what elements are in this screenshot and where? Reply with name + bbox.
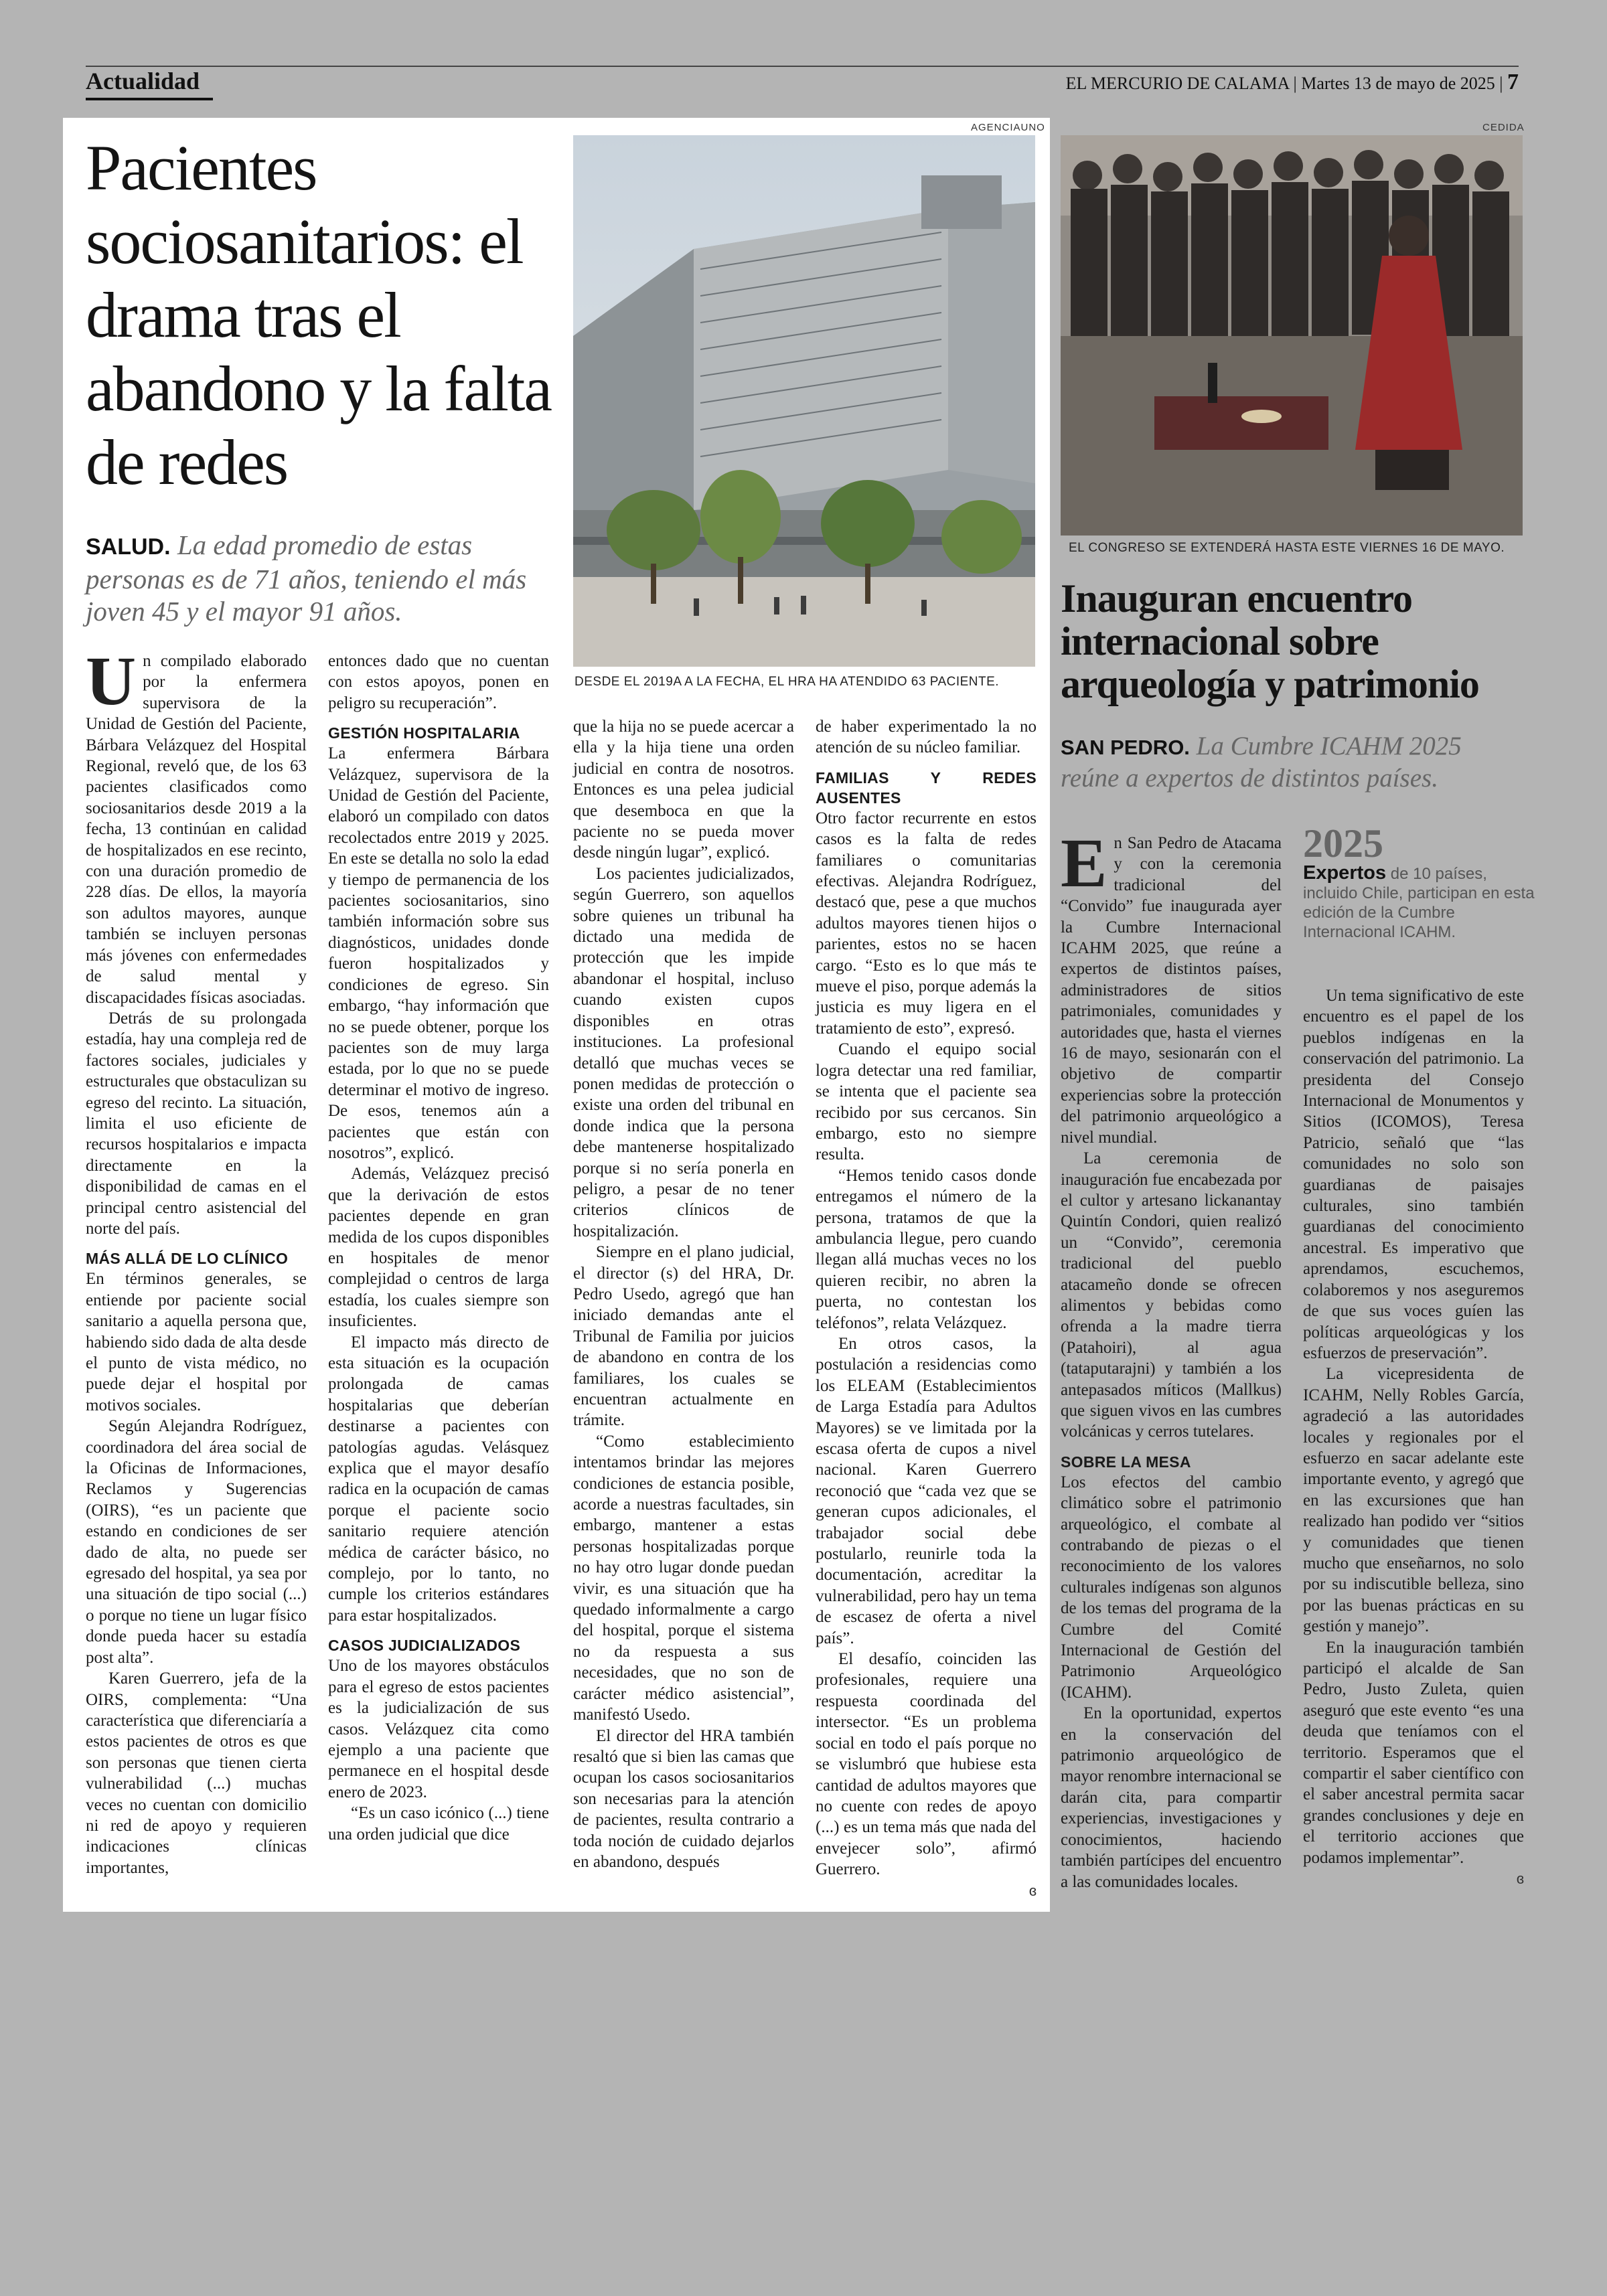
ceremony-photo [1061, 135, 1523, 536]
paragraph: que la hija no se puede acercar a ella y la hija tiene una orden judicial en contra de nosotros. Entonces es una pelea judicial que desemboca en que la paciente no se pueda mover desde ningún lugar”, explicó. [573, 718, 794, 862]
paragraph: Uno de los mayores obstáculos para el egreso de estos pacientes es la judicialización de sus casos. Velázquez cita como ejemplo a una paciente que permanece en el hospital desde enero de 2023. [328, 1657, 549, 1801]
paragraph: n San Pedro de Atacama y con la ceremonia tradicional del “Convido” fue inaugurada ayer la Cumbre Internacional ICAHM 2025, que reúne a expertos de distintos países, administradores de sitios patrimoniales, comunidades y autoridades que, hasta el viernes 16 de mayo, sesionarán con el objetivo de compartir experiencias sobre la protección del patrimonio arqueológico a nivel mundial. [1061, 834, 1282, 1147]
main-kicker-text: La edad promedio de estas personas es de 71 años, teniendo el más joven 45 y el mayor 91 años. [86, 529, 527, 627]
paragraph: “Como establecimiento intentamos brindar las mejores condiciones de estancia posible, acorde a nuestras facultades, sin embargo, mantener a estas personas hospitalizadas porque no hay otro lugar donde puedan vivir, es una situación que ha quedado informalmente a cargo del hospital, porque el sistema no da respuesta a sus necesidades, que no son de carácter médico asistencial”, manifestó Usedo. [573, 1432, 794, 1724]
paragraph: Según Alejandra Rodríguez, coordinadora del área social de la Oficinas de Informaciones, Reclamos y Sugerencias (OIRS), “es un paciente que estando en condiciones de ser dado de alta, no puede ser egresado del hospital, ya sea por una situación de tipo social (...) o porque no tiene un lugar físico donde pueda hacer su estadía post alta”. [86, 1417, 307, 1667]
end-mark-icon: ɞ [1516, 1870, 1524, 1888]
main-kicker [86, 529, 575, 627]
fact-text [1303, 864, 1544, 942]
main-column-2 [328, 651, 549, 1845]
side-kicker [1061, 731, 1489, 794]
side-photo-credit: CEDIDA [1482, 122, 1525, 133]
paragraph: “Es un caso icónico (...) tiene una orden judicial que dice [328, 1804, 549, 1843]
subhead: CASOS JUDICIALIZADOS [328, 1637, 521, 1655]
subhead: SOBRE LA MESA [1061, 1453, 1191, 1471]
main-photo-credit: AGENCIAUNO [971, 122, 1045, 133]
paragraph: La enfermera Bárbara Velázquez, supervisora de la Unidad de Gestión del Paciente, elaboró un compilado con datos recolectados entre 2019 y 2025. En este se detalla no solo la edad y tiempo de permanencia de los pacientes sociosanitarios, sino también información sobre sus diagnósticos, unidades donde fueron hospitalizados y condiciones de egreso. Sin embargo, “hay información que no se puede obtener, porque los pacientes son de muy larga estada, por lo que no se puede determinar el motivo de ingreso. De esos, tenemos aún a pacientes que están con nosotros”, explicó. [328, 744, 549, 1162]
side-kicker-label: SAN PEDRO. [1061, 736, 1190, 759]
paragraph: El impacto más directo de esta situación es la ocupación prolongada de camas hospitalarias que deberían destinarse a pacientes con patologías agudas. Velásquez explica que el mayor desafío radica en la ocupación de camas porque el paciente socio sanitario requiere atención médica de carácter básico, no complejo, por lo tanto, no cumple los criterios estándares para estar hospitalizados. [328, 1333, 549, 1625]
paragraph: entonces dado que no cuentan con estos apoyos, ponen en peligro su recuperación”. [328, 652, 549, 712]
paragraph: La ceremonia de inauguración fue encabezada por el cultor y artesano lickanantay Quintín Condori, quien realizó un “Convido”, ceremonia tradicional del pueblo atacameño donde se ofrecen alimentos y bebidas como ofrenda a la madre tierra (Patahoiri), al agua (tataputarajni) y también a los antepasados míticos (Mallkus) que siguen vivos en las cumbres volcánicas y cerros tutelares. [1061, 1149, 1282, 1441]
header-rule [86, 66, 1519, 67]
paragraph: Un tema significativo de este encuentro es el papel de los pueblos indígenas en la conservación del patrimonio. La presidenta del Consejo Internacional de Monumentos y Sitios (ICOMOS), Teresa Patricio, señaló que “las comunidades no solo son guardianas de paisajes culturales, sino también guardianas del conocimiento ancestral. Es imperativo que aprendamos, escuchemos, colaboremos y nos aseguremos de que sus voces guíen las políticas arqueológicas y los esfuerzos de preservación”. [1303, 987, 1524, 1362]
subhead: FAMILIAS Y REDES AUSENTES [816, 768, 1037, 807]
fact-bold: Expertos [1303, 862, 1387, 884]
paragraph: “Hemos tenido casos donde entregamos el número de la persona, tratamos de que la ambulancia llegue, pero cuando llegan allá muchas veces no los quieren recibir, no abren la puerta, no contestan los teléfonos”, relata Velázquez. [816, 1166, 1037, 1332]
side-photo-caption: EL CONGRESO SE EXTENDERÁ HASTA ESTE VIERNES 16 DE MAYO. [1069, 541, 1505, 555]
issue-date: Martes 13 de mayo de 2025 [1301, 74, 1495, 93]
page-folio [1066, 70, 1519, 95]
fact-number: 2025 [1303, 821, 1383, 866]
main-headline: Pacientes sociosanitarios: el drama tras el abandono y la falta de redes [86, 132, 552, 498]
paragraph: Los efectos del cambio climático sobre el patrimonio arqueológico, el combate al contrabando de piezas o el reconocimiento de los valores culturales indígenas son algunos de los temas del programa de la Cumbre del Comité Internacional de Gestión del Patrimonio Arqueológico (ICAHM). [1061, 1473, 1282, 1702]
paragraph: El director del HRA también resaltó que si bien las camas que ocupan los casos sociosanitarios son necesarias para la atención de pacientes, resulta contrario a toda noción de cuidado dejarlos en abandono, después [573, 1726, 794, 1871]
ceremony-group-image [1061, 135, 1523, 536]
section-underline [86, 98, 213, 100]
hospital-photo [573, 135, 1035, 667]
paragraph: El desafío, coinciden las profesionales, requiere una respuesta coordinada del intersector. “Es un problema social en todo el país porque no se vislumbró que hubiese esta cantidad de adultos mayores que no cuente con redes de apoyo (...) es un tema más que nada del envejecer solo”, afirmó Guerrero. [816, 1650, 1037, 1879]
folio-separator: | [1499, 74, 1507, 93]
paragraph: Detrás de su prolongada estadía, hay una compleja red de factores sociales, judiciales y estructurales que obstaculizan su egreso del recinto. La situación, limita el uso eficiente de recursos hospitalarios e impacta directamente en la disponibilidad de camas en el principal centro asistencial del norte del país. [86, 1009, 307, 1238]
paragraph: Otro factor recurrente en estos casos es la falta de redes familiares o comunitarias efectivas. Alejandra Rodríguez, destacó que, pese a que muchos adultos mayores tienen hijos o parientes, estos no se hacen cargo. “Esto es lo que más te mueve el piso, porque además la justicia es muy ligera en el tratamiento de esto”, expresó. [816, 809, 1037, 1038]
paragraph: Siempre en el plano judicial, el director (s) del HRA, Dr. Pedro Usedo, agregó que han iniciado demandas ante el Tribunal de Familia por juicios de abandono en contra de los familiares, los cuales se encuentran actualmente en trámite. [573, 1243, 794, 1430]
paragraph: En otros casos, la postulación a residencias como los ELEAM (Establecimientos de Larga Estadía para Adultos Mayores) se ve limitada por la escasa oferta de cupos a nivel nacional. Karen Guerrero reconoció que “cada vez que se generan cupos adicionales, el trabajador social debe postularlo, reunirle toda la documentación, acreditar la vulnerabilidad, pero hay un tema de escasez de oferta a nivel país”. [816, 1334, 1037, 1647]
paragraph: Además, Velázquez precisó que la derivación de estos pacientes depende en gran medida de los cupos disponibles en hospitales de menor complejidad o centros de larga estadía, los cuales siempre son insuficientes. [328, 1165, 549, 1331]
end-mark-row [816, 1880, 1037, 1901]
dropcap: E [1061, 825, 1107, 902]
newspaper-name: EL MERCURIO DE CALAMA [1065, 74, 1290, 93]
main-kicker-label: SALUD. [86, 534, 171, 560]
paragraph: En la inauguración también participó el alcalde de San Pedro, Justo Zuleta, quien aseguró que este evento “es una deuda que teníamos con el territorio. Esperamos que el compartir el saber científico con el saber ancestral permita sacar grandes conclusiones y deje en el territorio acciones que podamos implementar”. [1303, 1638, 1524, 1867]
paragraph: Karen Guerrero, jefa de la OIRS, complementa: “Una característica que diferenciaría a estos pacientes de otros es que son personas que tienen cierta vulnerabilidad (...) muchas veces no cuentan con domicilio ni red de apoyo y requieren indicaciones clínicas importantes, [86, 1669, 307, 1877]
subhead: GESTIÓN HOSPITALARIA [328, 724, 520, 742]
end-mark-icon: ɞ [1028, 1882, 1037, 1899]
paragraph: La vicepresidenta de ICAHM, Nelly Robles García, agradeció a las autoridades locales y regionales por el esfuerzo en sacar adelante este importante evento, y agregó que en las excursiones que han realizado han podido ver “sitios y comunidades que tienen mucho que enseñarnos, no solo por su indiscutible belleza, sino por las buenas prácticas en su gestión y manejo”. [1303, 1365, 1524, 1636]
fact-box [1303, 823, 1544, 942]
paragraph: n compilado elaborado por la enfermera supervisora de la Unidad de Gestión del Paciente, Bárbara Velázquez del Hospital Regional, reveló que, de los 63 pacientes clasificados como sociosanitarios desde 2019 a la fecha, 13 continúan en calidad de hospitalizados en ese recinto, con una duración promedio de 228 días. De ellos, la mayoría son adultos mayores, aunque también se incluyen personas más jóvenes con enfermedades de salud mental y discapacidades físicas asociadas. [86, 652, 307, 1007]
paragraph: En términos generales, se entiende por paciente social sanitario a aquella persona que, habiendo sido dada de alta desde el punto de vista médico, no puede dejar el hospital por motivos sociales. [86, 1270, 307, 1414]
main-column-1 [86, 643, 307, 1878]
main-column-3 [573, 716, 794, 1872]
main-photo-caption: DESDE EL 2019A A LA FECHA, EL HRA HA ATENDIDO 63 PACIENTE. [575, 675, 1000, 689]
paragraph: de haber experimentado la no atención de su núcleo familiar. [816, 718, 1037, 757]
side-column-2 [1303, 985, 1524, 1889]
page-number: 7 [1507, 70, 1519, 94]
side-column-1 [1061, 825, 1282, 1892]
side-kicker-text: La Cumbre ICAHM 2025 reúne a expertos de distintos países. [1061, 732, 1462, 793]
paragraph: En la oportunidad, expertos en la conservación del patrimonio arqueológico de mayor renombre internacional se darán cita, para compartir experiencias, investigaciones y conocimientos, haciendo también partícipes del encuentro a las comunidades locales. [1061, 1704, 1282, 1891]
paragraph: Los pacientes judicializados, según Guerrero, son aquellos sobre quienes un tribunal ha dictado una medida de protección que les impide abandonar el hospital, incluso cuando existen cupos disponibles en otras instituciones. La profesional detalló que muchas veces se ponen medidas de protección o existe una orden del tribunal en donde indica que la persona debe mantenerse hospitalizado porque si no sería ponerla en peligro, a pesar de no tener criterios clínicos de hospitalización. [573, 864, 794, 1240]
fact-body: de 10 países, incluido Chile, participan en esta edición de la Cumbre Internacional ICAHM. [1303, 865, 1535, 941]
hospital-building-image [573, 135, 1035, 667]
main-column-4 [816, 716, 1037, 1901]
end-mark-row [1303, 1868, 1524, 1889]
paragraph: Cuando el equipo social logra detectar una red familiar, se intenta que el paciente sea recibido por sus cercanos. Sin embargo, esto no siempre resulta. [816, 1040, 1037, 1164]
section-label: Actualidad [86, 68, 200, 94]
folio-separator: | [1293, 74, 1302, 93]
subhead: MÁS ALLÁ DE LO CLÍNICO [86, 1250, 289, 1268]
dropcap: U [86, 643, 137, 720]
side-headline: Inauguran encuentro internacional sobre arqueología y patrimonio [1061, 576, 1479, 706]
